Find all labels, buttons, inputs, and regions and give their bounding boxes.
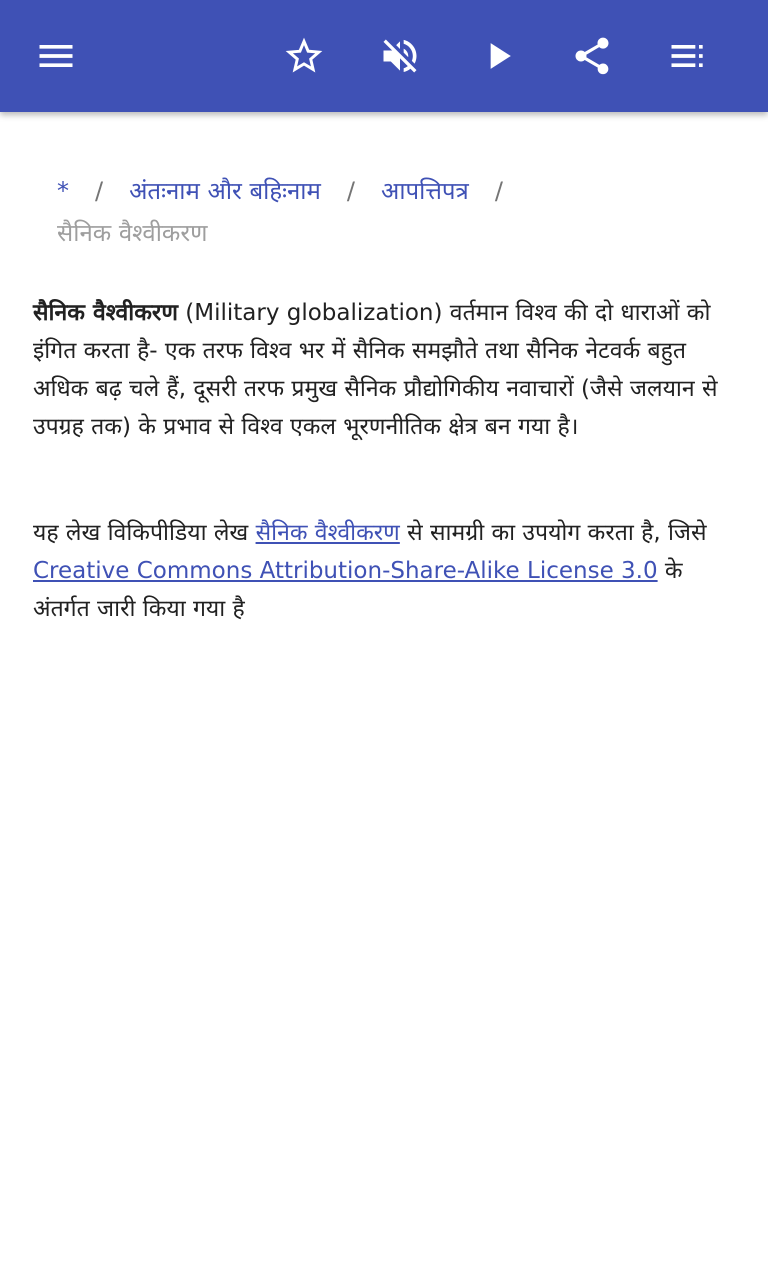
breadcrumb-item-home[interactable]: * <box>57 177 69 205</box>
attribution-middle: से सामग्री का उपयोग करता है, जिसे <box>399 520 707 546</box>
content-area <box>33 170 739 651</box>
article-title: सैनिक वैश्वीकरण <box>33 300 178 326</box>
attribution-paragraph <box>33 514 739 628</box>
breadcrumb <box>33 170 739 254</box>
article-body: (Military globalization) वर्तमान विश्व की दो धाराओं को इंगित करता है- एक तरफ विश्व भर में सैनिक समझौते तथा सैनिक नेटवर्क बहुत अधिक बढ़ चले हैं, दूसरी तरफ प्रमुख सैनिक प्रौद्योगिकीय नवाचारों (जैसे जलयान से उपग्रह तक) के प्रभाव से विश्व एकल भूरणनीतिक क्षेत्र बन गया है। <box>33 300 718 440</box>
breadcrumb-separator: / <box>95 177 104 205</box>
playlist-icon[interactable] <box>656 24 720 88</box>
attribution-suffix: के अंतर्गत जारी किया गया है <box>33 558 683 622</box>
star-icon[interactable] <box>272 24 336 88</box>
license-link[interactable]: Creative Commons Attribution-Share-Alike License 3.0 <box>33 558 658 584</box>
play-icon[interactable] <box>466 24 530 88</box>
menu-icon[interactable] <box>24 24 88 88</box>
breadcrumb-current: सैनिक वैश्वीकरण <box>57 219 208 247</box>
wikipedia-article-link[interactable]: सैनिक वैश्वीकरण <box>255 520 400 546</box>
share-icon[interactable] <box>560 24 624 88</box>
app-bar <box>0 0 768 112</box>
breadcrumb-item-objections[interactable]: आपत्तिपत्र <box>380 177 469 205</box>
breadcrumb-separator: / <box>346 177 355 205</box>
breadcrumb-separator: / <box>494 177 503 205</box>
article-paragraph <box>33 294 739 446</box>
breadcrumb-item-endonyms[interactable]: अंतःनाम और बहिःनाम <box>129 177 321 205</box>
volume-off-icon[interactable] <box>368 24 432 88</box>
attribution-prefix: यह लेख विकिपीडिया लेख <box>33 520 256 546</box>
